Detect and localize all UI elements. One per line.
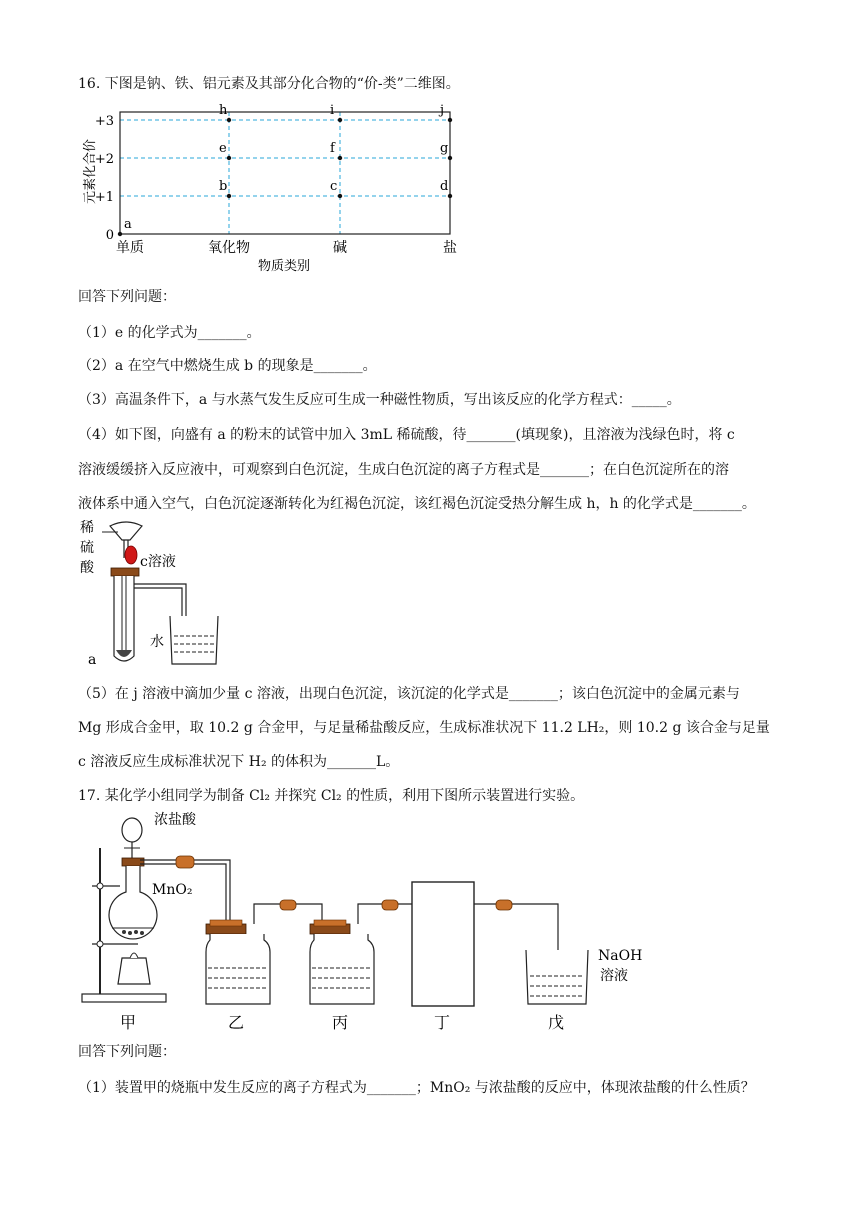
device-wu: 戊: [548, 1013, 565, 1032]
x-category-label: 单质: [116, 240, 144, 256]
q16-stem: 16. 下图是钠、铁、铝元素及其部分化合物的“价-类”二维图。: [78, 76, 460, 92]
acid-label-1: 稀: [80, 520, 94, 536]
data-point-i: [338, 118, 342, 122]
hcl-label: 浓盐酸: [154, 812, 196, 828]
valence-class-chart: [78, 104, 478, 274]
mno2-label: MnO₂: [152, 882, 193, 898]
x-axis-label: 物质类别: [258, 259, 311, 274]
acid-label-2: 硫: [80, 540, 94, 556]
chart-grid: [120, 112, 450, 234]
data-point-j: [448, 118, 452, 122]
q17-stem: 17. 某化学小组同学为制备 Cl₂ 并探究 Cl₂ 的性质，利用下图所示装置进行实验。: [78, 788, 585, 804]
point-label-i: i: [330, 104, 335, 118]
chlorine-apparatus: [78, 808, 658, 1038]
a-label: a: [88, 652, 97, 668]
x-category-label: 氧化物: [208, 240, 250, 256]
dropper-bulb: [125, 546, 137, 564]
test-tube-apparatus: [78, 518, 248, 670]
q17-answer-prompt: 回答下列问题：: [78, 1044, 176, 1060]
q16-part-1: （1）e 的化学式为_______。: [78, 325, 261, 341]
point-label-f: f: [330, 141, 335, 156]
data-point-h: [227, 118, 231, 122]
point-label-a: a: [124, 217, 132, 232]
point-label-e: e: [219, 141, 227, 156]
q16-answer-prompt: 回答下列问题：: [78, 289, 176, 305]
point-label-c: c: [330, 179, 338, 194]
device-yi: 乙: [228, 1013, 245, 1032]
data-point-b: [227, 194, 231, 198]
device-bing: 丙: [332, 1013, 349, 1032]
data-point-g: [448, 156, 452, 160]
data-point-e: [227, 156, 231, 160]
point-label-g: g: [440, 141, 449, 156]
y-tick-label: +1: [94, 190, 114, 205]
data-point-c: [338, 194, 342, 198]
data-point-a: [118, 232, 122, 236]
device-ding: 丁: [434, 1013, 451, 1032]
q16-part-5-line-3: c 溶液反应生成标准状况下 H₂ 的体积为_______L。: [78, 754, 400, 770]
q16-part-4-line-2: 溶液缓缓挤入反应液中，可观察到白色沉淀，生成白色沉淀的离子方程式是_______；在白色沉淀所在的溶: [78, 462, 729, 478]
data-point-d: [448, 194, 452, 198]
q16-part-4-line-3: 液体系中通入空气，白色沉淀逐渐转化为红褐色沉淀，该红褐色沉淀受热分解生成 h，h 的化学式是_______。: [78, 496, 756, 512]
water-label: 水: [150, 634, 164, 650]
point-label-b: b: [219, 179, 228, 194]
data-point-f: [338, 156, 342, 160]
y-tick-label: 0: [105, 228, 114, 243]
naoh-label-2: 溶液: [600, 968, 628, 984]
c-solution-label: c溶液: [140, 554, 176, 570]
q16-part-3: （3）高温条件下，a 与水蒸气发生反应可生成一种磁性物质，写出该反应的化学方程式：_____。: [78, 392, 681, 408]
naoh-label-1: NaOH: [598, 948, 643, 964]
point-label-d: d: [440, 179, 449, 194]
q16-part-2: （2）a 在空气中燃烧生成 b 的现象是_______。: [78, 358, 377, 374]
x-category-label: 碱: [333, 240, 347, 256]
device-jia: 甲: [120, 1013, 137, 1032]
y-axis-label: 元素化合价: [83, 138, 98, 204]
q16-part-5-line-1: （5）在 j 溶液中滴加少量 c 溶液，出现白色沉淀，该沉淀的化学式是_______；该白色沉淀中的金属元素与: [78, 686, 740, 702]
point-label-h: h: [219, 104, 228, 118]
chart-points: [118, 104, 452, 236]
chart-categories: [116, 239, 457, 256]
x-category-label: 盐: [443, 240, 457, 256]
acid-label-3: 酸: [80, 560, 94, 576]
chart-axes: [120, 112, 450, 234]
q17-part-1: （1）装置甲的烧瓶中发生反应的离子方程式为_______；MnO₂ 与浓盐酸的反应中，体现浓盐酸的什么性质？: [78, 1080, 755, 1096]
y-tick-label: +2: [94, 152, 114, 167]
q16-part-5-line-2: Mg 形成合金甲，取 10.2 g 合金甲，与足量稀盐酸反应，生成标准状况下 11.2 LH₂，则 10.2 g 该合金与足量: [78, 720, 770, 736]
point-label-j: j: [440, 104, 445, 118]
plot-frame: [120, 112, 450, 234]
y-tick-label: +3: [94, 114, 114, 129]
q16-part-4-line-1: （4）如下图，向盛有 a 的粉末的试管中加入 3mL 稀硫酸，待_______(填现象)，且溶液为浅绿色时，将 c: [78, 427, 735, 443]
